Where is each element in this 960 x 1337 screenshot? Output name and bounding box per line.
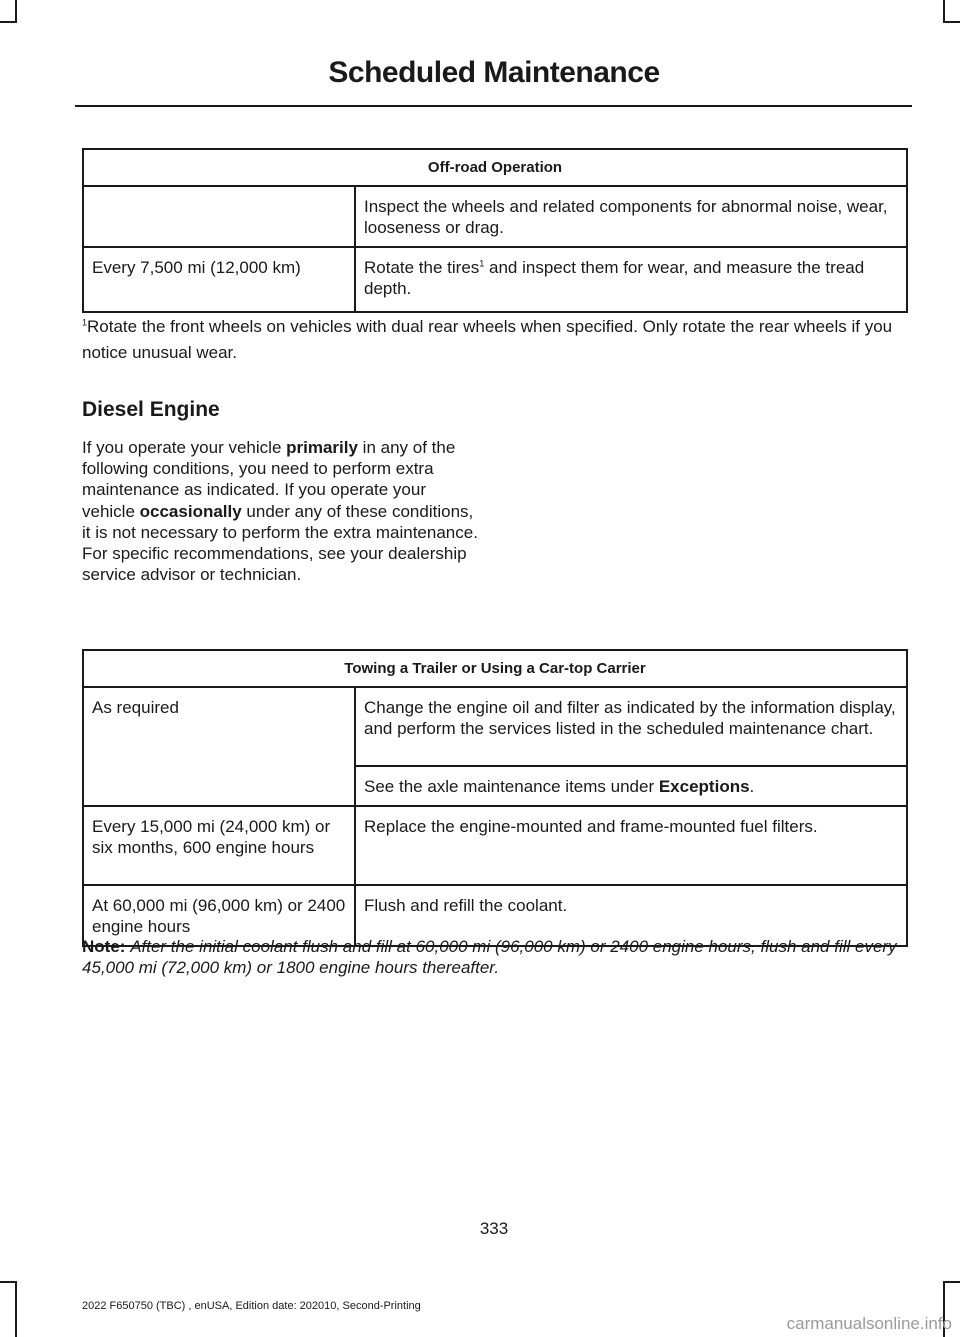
footnote-marker: 1 (82, 317, 88, 328)
crop-mark-bottom-right-h (943, 1281, 960, 1283)
exceptions-ref: Exceptions (658, 777, 750, 796)
action-cell: Flush and refill the coolant. (355, 885, 907, 946)
note-text: After the initial coolant flush and fill at 60,000 mi (96,000 km) or 2400 engine hours, flush and fill every 45,000 mi (72,000 km) or 1800 engine hours thereafter. (82, 937, 897, 977)
crop-mark-top-left-v (15, 0, 17, 22)
action-text: Rotate the tires (364, 258, 480, 277)
paragraph-text: If you operate your vehicle (82, 438, 287, 457)
table-header: Off-road Operation (83, 149, 907, 186)
interval-cell: Every 15,000 mi (24,000 km) or six months, 600 engine hours (83, 806, 355, 885)
interval-cell: As required (83, 687, 355, 806)
edition-footer: 2022 F650750 (TBC) , enUSA, Edition date: 202010, Second-Printing (82, 1300, 421, 1312)
crop-mark-top-right-v (943, 0, 945, 22)
page-number: 333 (479, 1219, 509, 1238)
action-cell (355, 766, 907, 806)
table-row (83, 806, 907, 885)
off-road-operation-table (82, 148, 908, 313)
action-cell: Change the engine oil and filter as indicated by the information display, and perform the services listed in the scheduled maintenance chart. (355, 687, 907, 766)
table-footnote (82, 314, 906, 366)
table-header: Towing a Trailer or Using a Car-top Carrier (83, 650, 907, 687)
table-row (83, 247, 907, 312)
action-cell (355, 247, 907, 312)
towing-table (82, 649, 908, 947)
note-label: Note: (82, 937, 126, 956)
title-rule (75, 105, 912, 107)
page-title: Scheduled Maintenance (328, 56, 660, 89)
footnote-text: Rotate the front wheels on vehicles with dual rear wheels when specified. Only rotate the rear wheels if you notice unusual wear. (82, 317, 893, 362)
body-paragraph (82, 437, 480, 585)
action-text: See the axle maintenance items under (364, 777, 659, 796)
paragraph-text: under any of these conditions, it is not necessary to perform the extra maintenance. For specific recommendations, see your dealership service advisor or technician. (82, 501, 478, 585)
table-row (83, 186, 907, 247)
watermark: carmanualsonline.info (786, 1314, 952, 1333)
action-cell: Replace the engine-mounted and frame-mounted fuel filters. (355, 806, 907, 885)
crop-mark-top-right-h (943, 21, 960, 23)
crop-mark-bottom-left-h (0, 1281, 17, 1283)
crop-mark-bottom-left-v (15, 1281, 17, 1337)
interval-cell (83, 186, 355, 247)
table-header-row (83, 650, 907, 687)
interval-cell: Every 7,500 mi (12,000 km) (83, 247, 355, 312)
crop-mark-top-left-h (0, 21, 17, 23)
action-cell: Inspect the wheels and related components for abnormal noise, wear, looseness or drag. (355, 186, 907, 247)
table-header-row (83, 149, 907, 186)
action-text: . (749, 777, 755, 796)
paragraph-text: in any of the following conditions, you need to perform extra maintenance as indicated. If you operate your vehicle (82, 438, 456, 521)
section-heading: Diesel Engine (82, 398, 220, 421)
emphasis-primarily: primarily (286, 438, 358, 457)
emphasis-occasionally: occasionally (139, 501, 242, 521)
interval-cell: At 60,000 mi (96,000 km) or 2400 engine hours (83, 885, 355, 946)
note (82, 936, 906, 978)
table-row (83, 687, 907, 766)
action-text: and inspect them for wear, and measure the tread depth. (364, 258, 865, 298)
footnote-ref: 1 (479, 258, 485, 269)
